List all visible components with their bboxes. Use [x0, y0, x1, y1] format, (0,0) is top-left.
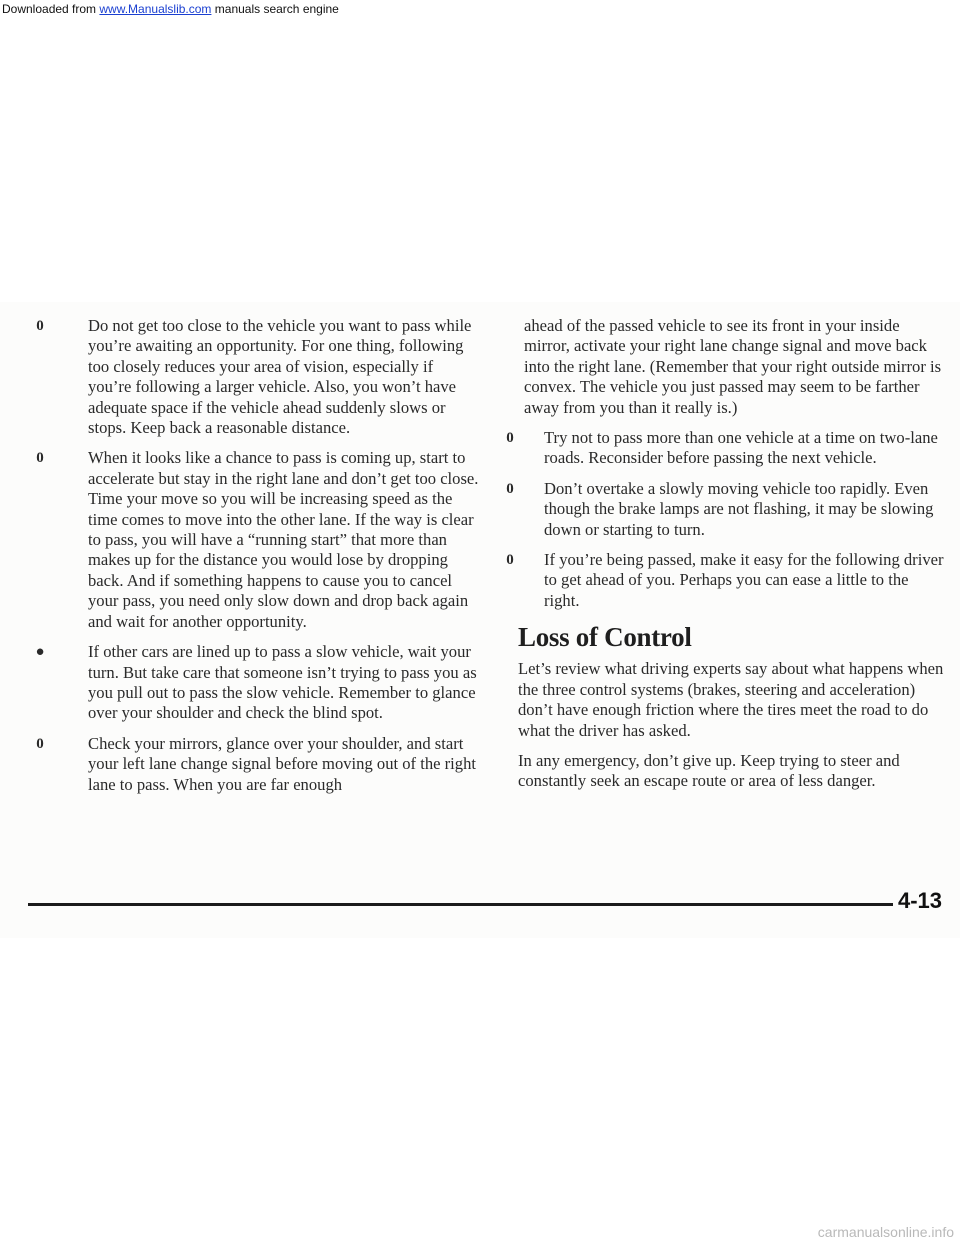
bullet-item [30, 316, 480, 438]
right-column [506, 316, 948, 802]
bullet-icon: ● [35, 644, 45, 661]
bullet-icon: 0 [506, 480, 514, 497]
bullet-text: When it looks like a chance to pass is coming up, start to accelerate but stay in the right lane and don’t get too close. Time your move so you will be increasing speed as the time comes to move into the other lane. If the way is clear to pass, you will have a “running start” that more than makes up for the distance you would lose by dropping back. And if something happens to cause you to cancel your pass, you need only slow down and drop back again and wait for another opportunity. [88, 448, 479, 631]
bullet-text: Do not get too close to the vehicle you want to pass while you’re awaiting an opportunity. For one thing, following too closely reduces your area of vision, especially if you’re following a larger vehicle. Also, you won’t have adequate space if the vehicle ahead suddenly slows or stops. Keep back a reasonable distance. [88, 316, 472, 438]
body-paragraph: Let’s review what driving experts say about what happens when the three control systems (brakes, steering and acceleration) don’t have enough friction where the tires meet the road to do what the driver has asked. [518, 659, 944, 740]
bullet-item [506, 478, 948, 540]
bullet-item [30, 448, 480, 632]
bullet-icon: 0 [36, 318, 44, 334]
page-number: 4-13 [897, 888, 942, 913]
section-heading: Loss of Control [518, 622, 692, 653]
bullet-item [30, 734, 480, 795]
bullet-icon: 0 [506, 430, 514, 447]
bullet-icon: 0 [36, 450, 44, 467]
bullet-text: If you’re being passed, make it easy for the following driver to get ahead of you. Perhaps you can ease a little to the right. [544, 550, 944, 610]
download-header-prefix: Downloaded from [2, 2, 100, 16]
bullet-text: Don’t overtake a slowly moving vehicle too rapidly. Even though the brake lamps are not flashing, it may be slowing down or starting to turn. [544, 478, 934, 539]
bullet-continuation: ahead of the passed vehicle to see its front in your inside mirror, activate your right lane change signal and move back into the right lane. (Remember that your right outside mirror is convex. The vehicle you just passed may seem to be farther away from you than it really is.) [524, 316, 942, 417]
manualslib-link[interactable]: www.Manualslib.com [99, 2, 212, 16]
body-paragraph: In any emergency, don’t give up. Keep trying to steer and constantly seek an escape route or area of less danger. [518, 750, 900, 791]
bullet-text: Check your mirrors, glance over your shoulder, and start your left lane change signal before moving out of the right lane to pass. When you are far enough [88, 733, 476, 794]
watermark: carmanualsonline.info [817, 1224, 954, 1240]
manual-page [0, 302, 960, 938]
left-column [30, 316, 480, 805]
footer-rule [28, 903, 893, 906]
bullet-item [30, 642, 480, 724]
bullet-item [506, 550, 948, 611]
bullet-item [506, 428, 948, 469]
bullet-icon: 0 [506, 552, 514, 569]
bullet-text: Try not to pass more than one vehicle at a time on two-lane roads. Reconsider before passing the next vehicle. [544, 428, 938, 468]
download-header-suffix: manuals search engine [211, 2, 339, 16]
bullet-icon: 0 [36, 735, 44, 752]
bullet-text: If other cars are lined up to pass a slow vehicle, wait your turn. But take care that someone isn’t trying to pass you as you pull out to pass the slow vehicle. Remember to glance over your shoulder and check the blind spot. [88, 642, 477, 723]
download-header [2, 2, 339, 16]
